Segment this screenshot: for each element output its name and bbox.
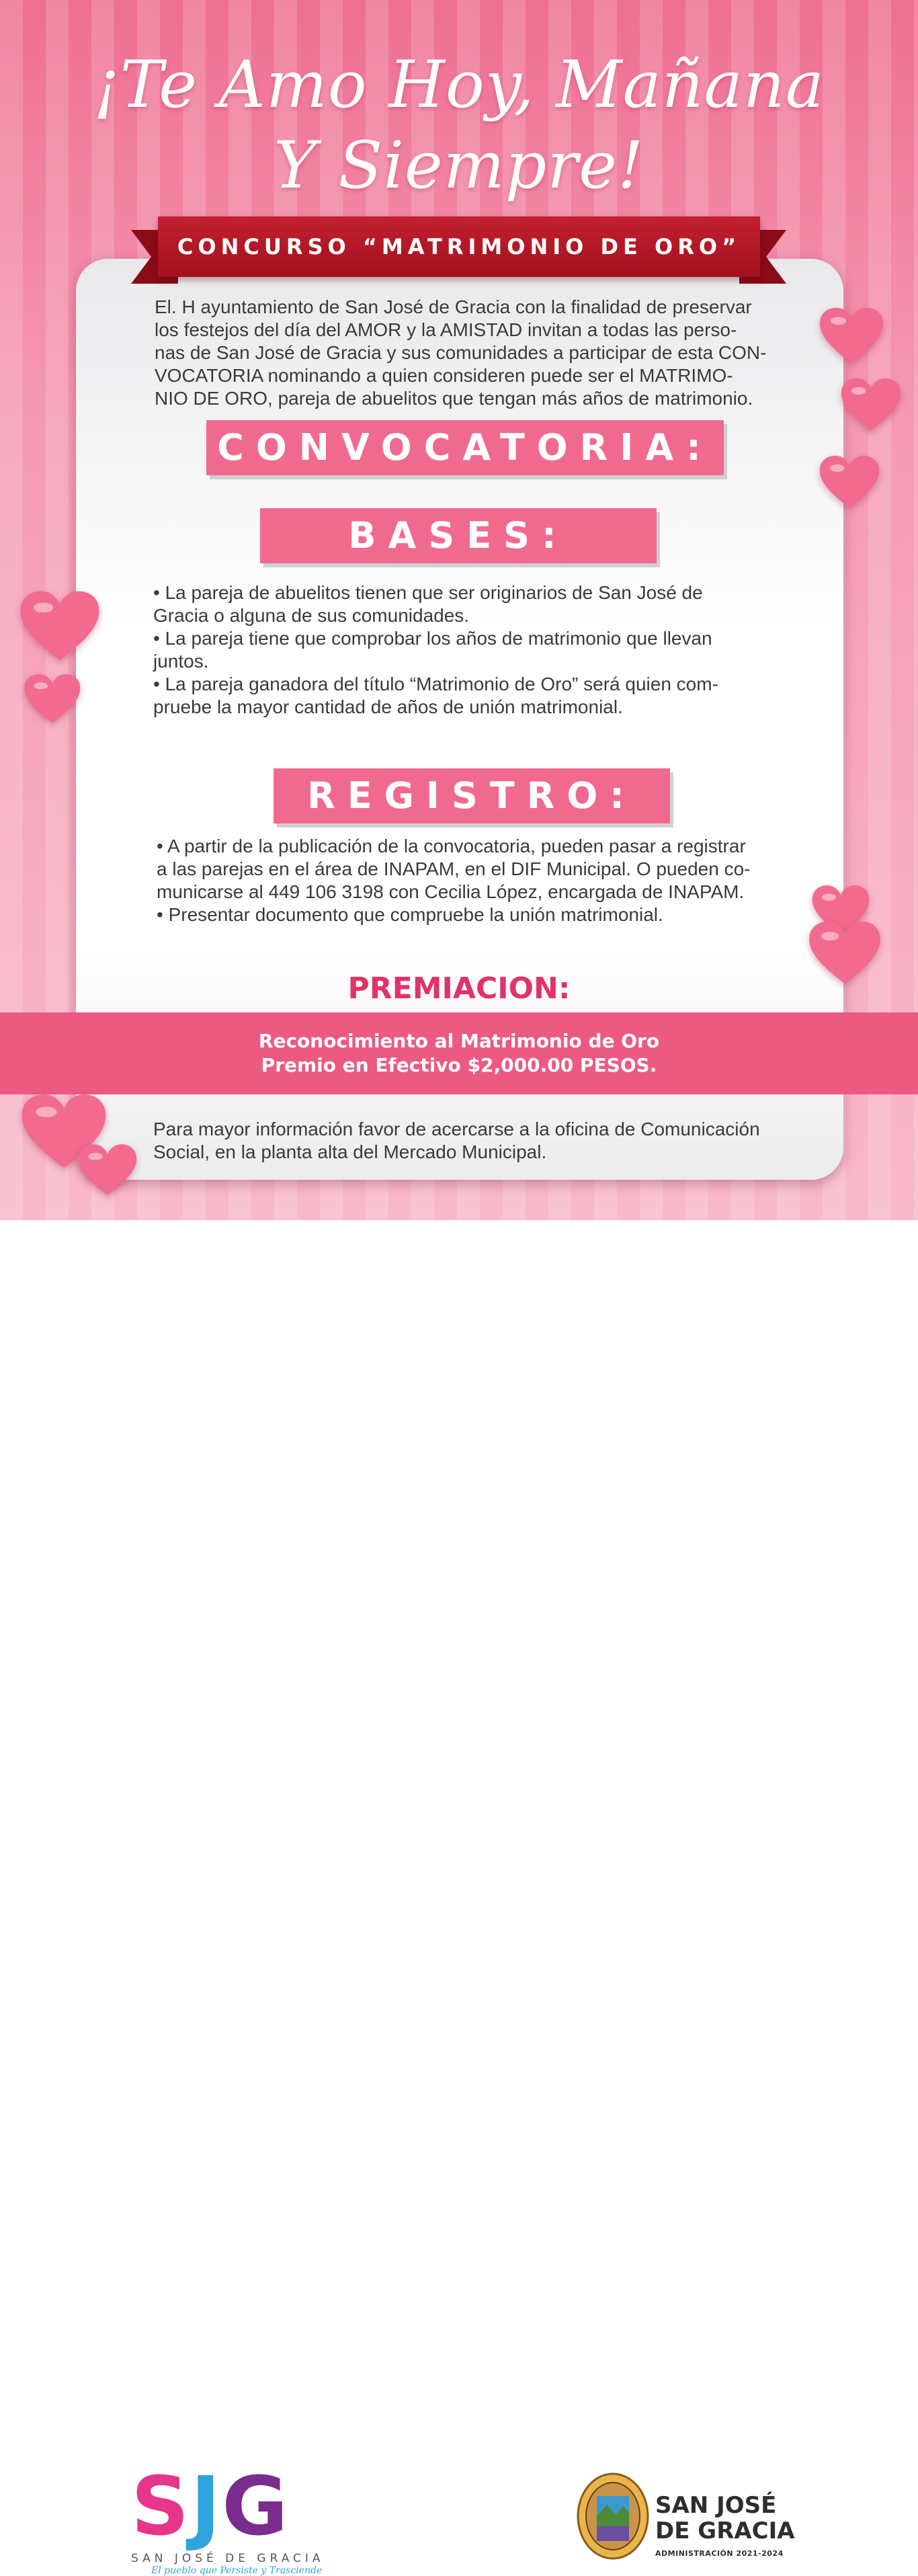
convocatoria-heading: CONVOCATORIA:	[206, 420, 724, 475]
poster-background	[0, 0, 918, 1220]
contest-title: CONCURSO “MATRIMONIO DE ORO”	[177, 234, 741, 259]
contest-ribbon	[158, 216, 760, 277]
bases-item-1: • La pareja de abuelitos tienen que ser originarios de San José de Gracia o alguna de sus comunidades.	[153, 582, 703, 626]
registro-item-1: • A partir de la publicación de la convocatoria, pueden pasar a registrar a las parejas en el área de INAPAM, en el DIF Municipal. O pueden co- municarse al 449 106 3198 con Cecilia López, encargada de INAPAM.	[157, 836, 751, 902]
prize-band	[0, 1012, 918, 1094]
brand-line-1: SAN JOSÉ	[655, 2492, 777, 2519]
brand-block	[655, 2493, 795, 2558]
heart-icon	[840, 376, 902, 434]
footer	[0, 1220, 918, 2576]
title-line-2: Y Siempre!	[274, 128, 644, 203]
bases-item-3: • La pareja ganadora del título “Matrimonio de Oro” será quien com- pruebe la mayor cantidad de años de unión matrimonial.	[153, 674, 718, 717]
sjg-logo	[131, 2460, 325, 2576]
heart-icon	[808, 920, 882, 987]
heart-icon	[24, 672, 81, 726]
bases-item-2: • La pareja tiene que comprobar los años de matrimonio que llevan juntos.	[153, 628, 712, 672]
prize-line-2: Premio en Efectivo $2,000.00 PESOS.	[261, 1054, 657, 1076]
prize-line-1: Reconocimiento al Matrimonio de Oro	[258, 1030, 660, 1052]
registro-item-2: • Presentar documento que compruebe la unión matrimonial.	[157, 904, 663, 925]
bases-heading: BASES:	[260, 508, 657, 563]
brand-line-2: DE GRACIA	[655, 2518, 795, 2544]
more-info-paragraph: Para mayor información favor de acercarse a la oficina de Comunicación Social, en la planta alta del Mercado Municipal.	[153, 1119, 760, 1162]
seal-emblem-icon	[577, 2472, 649, 2560]
registro-heading: REGISTRO:	[274, 768, 670, 823]
logo-tagline: El pueblo que Persiste y Trasciende	[151, 2565, 323, 2576]
logo-letter-s: S	[131, 2460, 191, 2554]
heart-icon	[819, 454, 880, 511]
intro-paragraph: El. H ayuntamiento de San José de Gracia con la finalidad de preservar los festejos del día del AMOR y la AMISTAD invitan a todas las perso- nas de San José de Gracia y sus comunidades a participar de esta CON- VOCATORIA nominando a quien consideren puede ser el MATRIMO- NIO DE ORO, pareja de abuelitos que tengan más años de matrimonio.	[155, 296, 767, 409]
logo-letter-j: J	[190, 2460, 222, 2554]
premiacion-heading: PREMIACION:	[347, 971, 571, 1006]
title-line-1: ¡Te Amo Hoy, Mañana	[93, 47, 825, 122]
heart-icon	[819, 306, 884, 366]
logo-name: SAN JOSÉ DE GRACIA	[131, 2552, 325, 2565]
brand-admin: ADMINISTRACIÓN 2021-2024	[655, 2549, 784, 2558]
logo-letter-g: G	[222, 2460, 290, 2554]
heart-icon	[77, 1143, 138, 1198]
heart-icon	[19, 590, 101, 663]
